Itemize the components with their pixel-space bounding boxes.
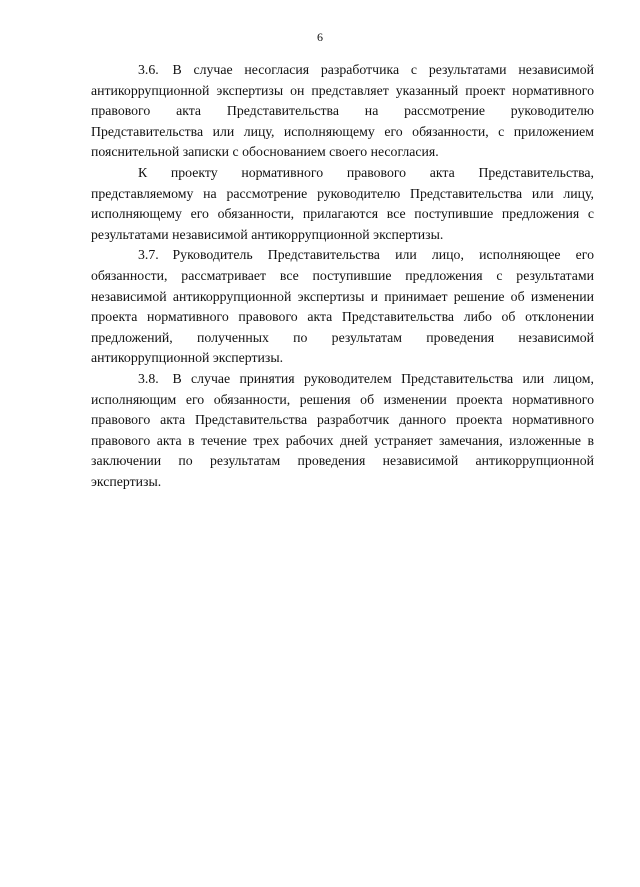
document-body (91, 60, 594, 492)
paragraph-3-6-attachments: К проекту нормативного правового акта Представительства, представляемому на рассмотрение руководителю Представительства или лицу, исполняющему его обязанности, прилагаются все поступившие предложения с результатами независимой антикоррупционной экспертизы. (91, 164, 594, 242)
paragraph-3-6: 3.6. В случае несогласия разработчика с результатами независимой антикоррупционной экспертизы он представляет указанный проект нормативного правового акта Представительства на рассмотрение руководителю Представительства или лицу, исполняющему его обязанности, с приложением пояснительной записки с обоснованием своего несогласия. (91, 62, 594, 160)
paragraph-3-8: 3.8. В случае принятия руководителем Представительства или лицом, исполняющим его обязанности, решения об изменении проекта нормативного правового акта Представительства разработчик данного проекта нормативного правового акта в течение трех рабочих дней устраняет замечания, изложенные в заключении по результатам проведения независимой антикоррупционной экспертизы. (91, 370, 594, 489)
page-number: 6 (317, 30, 323, 44)
paragraph-3-7: 3.7. Руководитель Представительства или лицо, исполняющее его обязанности, рассматривает все поступившие предложения с результатами независимой антикоррупционной экспертизы и принимает решение об изменении проекта нормативного правового акта Представительства либо об отклонении предложений, полученных по результатам проведения независимой антикоррупционной экспертизы. (91, 247, 594, 366)
